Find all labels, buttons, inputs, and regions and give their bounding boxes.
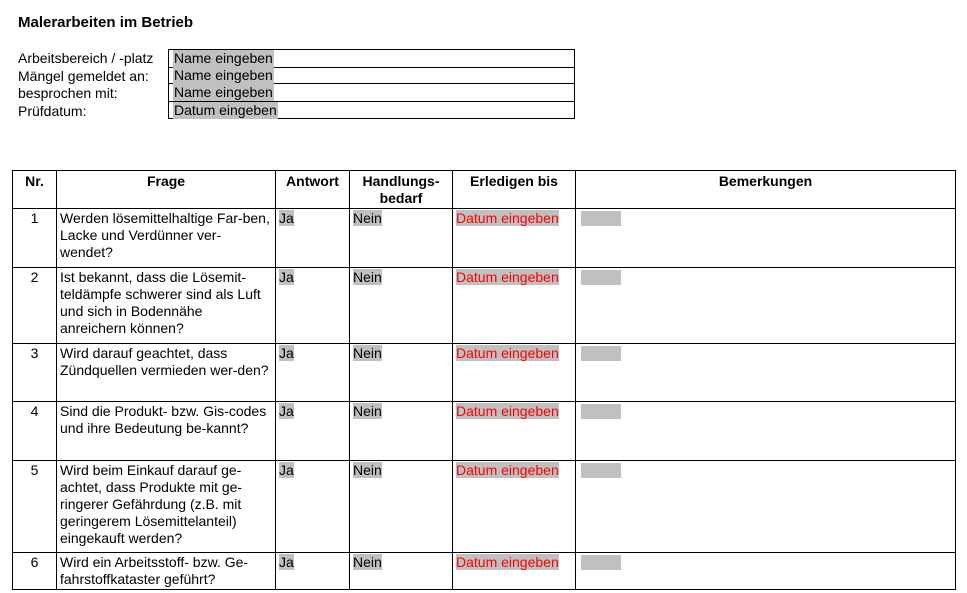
answer-cell[interactable]	[276, 461, 350, 553]
answer-cell[interactable]	[276, 268, 350, 344]
column-header-nr: Nr.	[13, 171, 57, 209]
answer-cell[interactable]	[276, 402, 350, 461]
pruefdatum-field[interactable]	[168, 102, 575, 120]
table-row	[13, 209, 956, 268]
action-needed-cell[interactable]	[350, 553, 453, 590]
field-label: Arbeitsbereich / -platz	[18, 50, 154, 66]
action-needed-dropdown[interactable]: Nein	[353, 345, 382, 361]
remarks-field[interactable]	[581, 404, 621, 419]
field-value[interactable]: Name eingeben	[174, 50, 273, 66]
question-text: Wird darauf geachtet, dass Zündquellen vermieden wer-​den?	[60, 345, 269, 378]
arbeitsbereich-field[interactable]	[168, 49, 575, 68]
action-needed-dropdown[interactable]: Nein	[353, 403, 382, 419]
table-row	[13, 268, 956, 344]
table-row	[13, 553, 956, 590]
maengel-gemeldet-field[interactable]	[168, 67, 575, 85]
question-text: Wird ein Arbeitsstoff- bzw. Ge-​fahrstoffkataster geführt?	[60, 554, 249, 587]
remarks-field[interactable]	[581, 463, 621, 478]
remarks-cell[interactable]	[576, 553, 956, 590]
answer-cell[interactable]	[276, 209, 350, 268]
action-needed-cell[interactable]	[350, 402, 453, 461]
answer-dropdown[interactable]: Ja	[279, 345, 294, 361]
field-value[interactable]: Datum eingeben	[174, 101, 277, 118]
question-cell	[57, 402, 276, 461]
column-header-erledigen-bis: Erledigen bis	[453, 171, 576, 209]
question-cell	[57, 553, 276, 590]
row-number-text: 6	[30, 554, 39, 570]
table-header-row	[13, 171, 956, 209]
question-text: Wird beim Einkauf darauf ge-​achtet, dass Produkte mit ge-​ringerer Gefährdung (z.B. mit geringerem Lösemittelanteil) eingekauft werden?	[60, 462, 243, 546]
answer-dropdown[interactable]: Ja	[279, 403, 294, 419]
action-needed-dropdown[interactable]: Nein	[353, 269, 382, 285]
question-text: Werden lösemittelhaltige Far-​ben, Lacke und Verdünner ver-​wendet?	[60, 210, 270, 260]
due-date-cell[interactable]	[453, 553, 576, 590]
row-number-text: 2	[30, 269, 39, 285]
remarks-field[interactable]	[581, 346, 621, 361]
remarks-cell[interactable]	[576, 402, 956, 461]
answer-dropdown[interactable]: Ja	[279, 462, 294, 478]
due-date-field[interactable]: Datum eingeben	[456, 269, 559, 285]
row-number	[13, 553, 57, 590]
field-label: Prüfdatum:	[18, 102, 87, 119]
due-date-field[interactable]: Datum eingeben	[456, 462, 559, 478]
due-date-field[interactable]: Datum eingeben	[456, 554, 559, 570]
remarks-field[interactable]	[581, 555, 621, 570]
due-date-field[interactable]: Datum eingeben	[456, 403, 559, 419]
question-cell	[57, 209, 276, 268]
question-cell	[57, 461, 276, 553]
row-number	[13, 461, 57, 553]
row-number	[13, 402, 57, 461]
field-label: besprochen mit:	[18, 85, 118, 101]
answer-dropdown[interactable]: Ja	[279, 554, 294, 570]
answer-cell[interactable]	[276, 344, 350, 402]
due-date-cell[interactable]	[453, 402, 576, 461]
question-cell	[57, 344, 276, 402]
due-date-cell[interactable]	[453, 209, 576, 268]
action-needed-cell[interactable]	[350, 344, 453, 402]
column-header-handlungsbedarf: Handlungs-​bedarf	[350, 171, 453, 209]
checklist-table	[12, 170, 956, 590]
answer-cell[interactable]	[276, 553, 350, 590]
remarks-field[interactable]	[581, 211, 621, 226]
row-number-text: 4	[30, 403, 39, 419]
row-number	[13, 209, 57, 268]
action-needed-cell[interactable]	[350, 461, 453, 553]
due-date-cell[interactable]	[453, 268, 576, 344]
column-header-frage: Frage	[57, 171, 276, 209]
remarks-cell[interactable]	[576, 209, 956, 268]
besprochen-mit-field[interactable]	[168, 84, 575, 102]
action-needed-dropdown[interactable]: Nein	[353, 554, 382, 570]
remarks-cell[interactable]	[576, 268, 956, 344]
row-number-text: 5	[30, 462, 39, 478]
question-text: Sind die Produkt- bzw. Gis-​codes und ihre Bedeutung be-​kannt?	[60, 403, 267, 436]
remarks-cell[interactable]	[576, 461, 956, 553]
row-number-text: 1	[30, 210, 39, 226]
table-row	[13, 402, 956, 461]
row-number	[13, 268, 57, 344]
question-text: Ist bekannt, dass die Lösemit-​teldämpfe schwerer sind als Luft und sich in Bodennähe anreichern können?	[60, 269, 261, 336]
answer-dropdown[interactable]: Ja	[279, 269, 294, 285]
action-needed-cell[interactable]	[350, 209, 453, 268]
field-value[interactable]: Name eingeben	[174, 84, 273, 100]
action-needed-dropdown[interactable]: Nein	[353, 210, 382, 226]
due-date-cell[interactable]	[453, 461, 576, 553]
column-header-bemerkungen: Bemerkungen	[576, 171, 956, 209]
due-date-field[interactable]: Datum eingeben	[456, 210, 559, 226]
page-title: Malerarbeiten im Betrieb	[18, 14, 194, 31]
row-number-text: 3	[30, 345, 39, 361]
table-row	[13, 461, 956, 553]
answer-dropdown[interactable]: Ja	[279, 210, 294, 226]
due-date-field[interactable]: Datum eingeben	[456, 345, 559, 361]
remarks-field[interactable]	[581, 270, 621, 285]
field-label: Mängel gemeldet an:	[18, 67, 149, 84]
due-date-cell[interactable]	[453, 344, 576, 402]
remarks-cell[interactable]	[576, 344, 956, 402]
column-header-antwort: Antwort	[276, 171, 350, 209]
question-cell	[57, 268, 276, 344]
table-row	[13, 344, 956, 402]
action-needed-cell[interactable]	[350, 268, 453, 344]
row-number	[13, 344, 57, 402]
field-value[interactable]: Name eingeben	[174, 66, 273, 83]
action-needed-dropdown[interactable]: Nein	[353, 462, 382, 478]
